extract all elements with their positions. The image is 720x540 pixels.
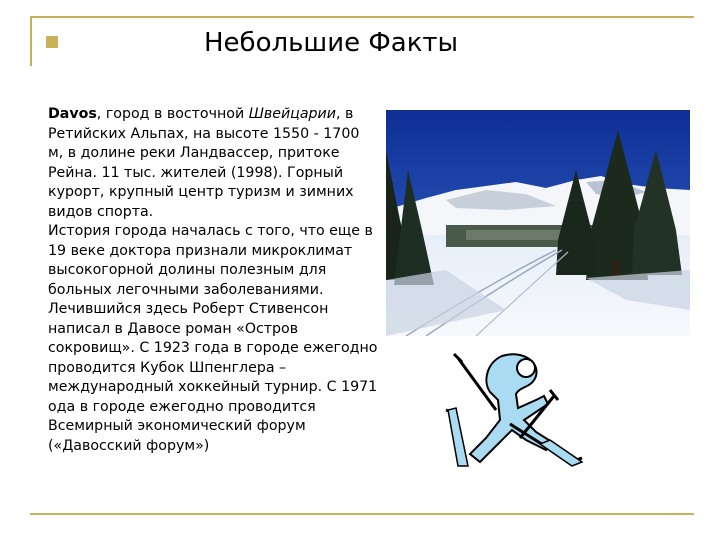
cross-country-skier-icon: [440, 350, 590, 475]
frame-top-line: [30, 16, 694, 18]
body-text: [48, 105, 378, 456]
davos-bold: Davos: [48, 106, 97, 122]
p1-after-bold: , город в восточной: [96, 106, 249, 122]
paragraph-1: [48, 106, 359, 220]
title-bullet-icon: [46, 36, 58, 48]
switzerland-italic: Швейцарии: [248, 106, 336, 122]
paragraph-2: История города началась с того, что еще в 19 веке доктора признали микроклимат высокогорной долины полезным для больных легочными заболеваниями. Лечившийся здесь Роберт Стивенсон написал в Давосе роман «Остров сокровищ». С 1923 года в городе ежегодно проводится Кубок Шпенглера – международный хоккейный турнир. С 1971 ода в городе ежегодно проводится Всемирный экономический форум («Давосский форум»): [48, 223, 378, 454]
davos-landscape-photo: [386, 110, 690, 336]
frame-left-line: [30, 16, 32, 66]
frame-bottom-line: [30, 513, 694, 515]
slide-title: Небольшие Факты: [204, 28, 459, 58]
p1-rest: , в Ретийских Альпах, на высоте 1550 - 1700 м, в долине реки Ландвассер, притоке Рейна. 11 тыс. жителей (1998). Горный курорт, крупный центр туризм и зимних видов спорта.: [48, 106, 360, 220]
